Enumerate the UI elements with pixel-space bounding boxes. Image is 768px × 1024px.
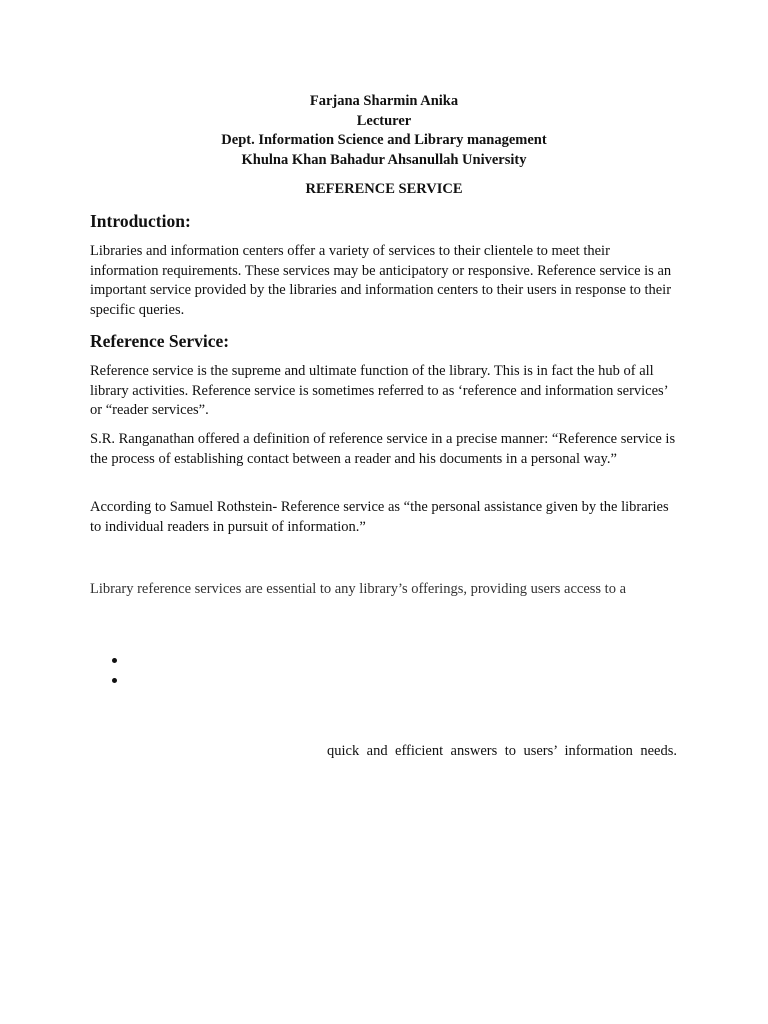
bullet-item [112,672,117,692]
author-department: Dept. Information Science and Library management [221,132,547,148]
bullet-list [112,652,117,691]
reference-service-paragraph-1: Reference service is the supreme and ultimate function of the library. This is in fact the hub of all library activities. Reference service is sometimes referred to as ‘reference and information services’ or “reader services”. [90,363,668,418]
bullet-dot-icon [112,658,117,663]
author-university: Khulna Khan Bahadur Ahsanullah University [241,151,527,168]
trailing-line: quick and efficient answers to users’ information needs. [327,743,677,759]
author-position: Lecturer [356,112,412,129]
introduction-heading: Introduction: [90,211,191,231]
bullet-item [112,652,117,672]
library-services-line: Library reference services are essential to any library’s offerings, providing users access to a [90,581,627,597]
reference-service-paragraph-2: S.R. Ranganathan offered a definition of reference service in a precise manner: “Reference service is the process of establishing contact between a reader and his documents in a personal way.” [90,431,676,467]
reference-service-paragraph-3: According to Samuel Rothstein- Reference service as “the personal assistance given by the libraries to individual readers in pursuit of information.” [90,499,669,535]
author-header [0,92,768,170]
author-name: Farjana Sharmin Anika [309,93,459,109]
document-title: REFERENCE SERVICE [305,181,463,197]
bullet-dot-icon [112,678,117,683]
introduction-paragraph: Libraries and information centers offer a variety of services to their clientele to meet their information requirements. These services may be anticipatory or responsive. Reference service is an important service provided by the libraries and information centers to their users in response to their specific queries. [90,243,672,318]
reference-service-heading: Reference Service: [90,331,230,351]
